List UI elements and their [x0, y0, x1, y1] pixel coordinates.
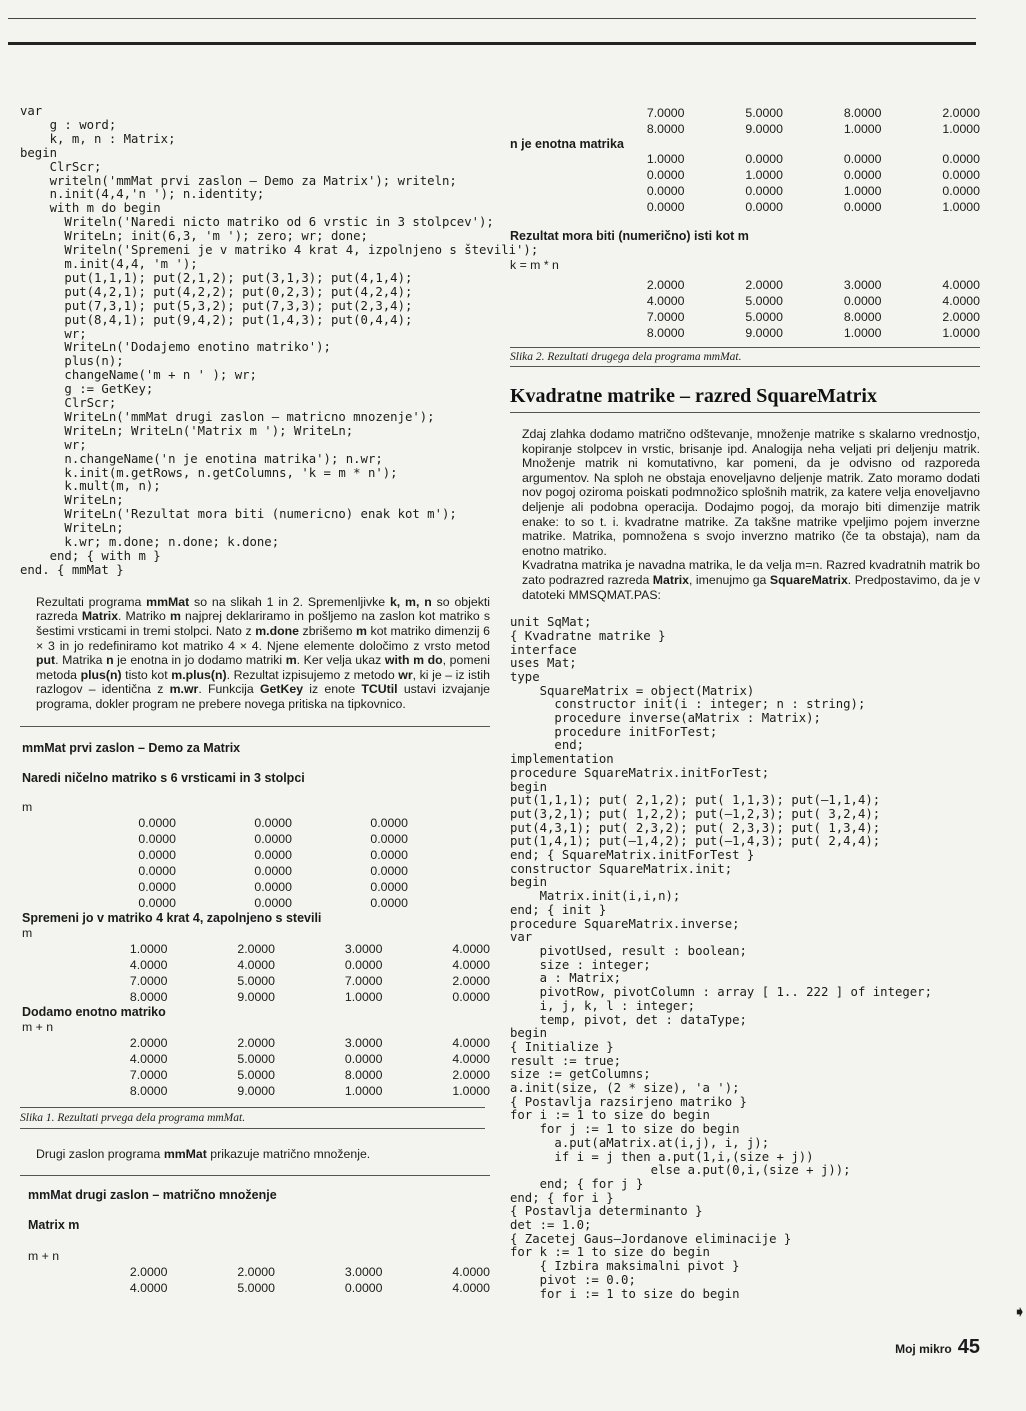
matrix-cell: 1.0000 [942, 122, 980, 136]
matrix-m-plus-n [20, 1035, 490, 1099]
code-line: constructor SquareMatrix.init; [510, 861, 733, 876]
code-line: for j := 1 to size do begin [510, 1122, 740, 1137]
code-line: begin [20, 145, 58, 160]
code-line: var [20, 104, 43, 118]
matrix-cell: 5.0000 [237, 1067, 275, 1082]
code-line: procedure SquareMatrix.inverse; [510, 916, 740, 931]
matrix-cell: 8.0000 [646, 326, 685, 340]
emphasis: Matrix [81, 609, 119, 624]
matrix-cell: 0.0000 [843, 200, 882, 214]
matrix-cell: 0.0000 [370, 815, 408, 830]
matrix-cell: 2.0000 [646, 278, 685, 292]
emphasis: mmMat [163, 1146, 207, 1161]
matrix-row [60, 815, 490, 831]
emphasis: m [170, 609, 181, 624]
code-line: { Postavlja razsirjeno matriko } [510, 1094, 747, 1109]
code-line: wr; [20, 326, 87, 341]
code-line: constructor init(i : integer; n : string); [510, 697, 866, 712]
matrix-cell: 0.0000 [745, 152, 783, 166]
matrix-cell: 9.0000 [745, 326, 783, 340]
matrix-label-m: m [22, 799, 33, 814]
code-line: pivotUsed, result : boolean; [510, 944, 747, 958]
code-line: SquareMatrix = object(Matrix) [510, 683, 755, 698]
code-line: { Initialize } [510, 1039, 614, 1054]
matrix-cell: 2.0000 [745, 278, 783, 292]
matrix-cell: 4.0000 [452, 957, 490, 972]
matrix-cell: 1.0000 [942, 200, 980, 214]
emphasis: GetKey [259, 682, 304, 697]
caption-rule-2b [510, 366, 980, 367]
heading-rule [510, 412, 980, 413]
code-line: put(1,4,1); put(–1,4,2); put(–1,4,3); put( 2,4,4); [510, 834, 881, 849]
code-line: with m do begin [20, 201, 161, 216]
matrix-cell: 0.0000 [843, 168, 882, 182]
figure-1-title: mmMat prvi zaslon – Demo za Matrix [22, 740, 241, 755]
code-line: put(8,4,1); put(9,4,2); put(1,4,3); put(0,4,4); [20, 312, 413, 327]
code-line: var [510, 930, 533, 945]
code-line: det := 1.0; [510, 1218, 592, 1233]
matrix-cell: 8.0000 [129, 989, 168, 1004]
matrix-cell: 0.0000 [452, 989, 490, 1004]
code-line: put(1,1,1); put(2,1,2); put(3,1,3); put(4,1,4); [20, 270, 413, 285]
matrix-cell: 1.0000 [646, 152, 685, 166]
code-line: begin [510, 1026, 548, 1041]
matrix-row [586, 167, 980, 183]
figure-2-caption: Slika 2. Rezultati drugega dela programa mmMat. [510, 351, 742, 363]
code-line: ClrScr; [20, 396, 117, 411]
matrix-row [60, 1264, 490, 1280]
square-matrix-paragraph-2: Kvadratna matrika je navadna matrika, le da velja m=n. Razred kvadratnih matrik bo zato podrazred razreda Matrix, imenujmo ga SquareMatrix. Predpostavimo, da je v datoteki MMSQMAT.PAS: [522, 558, 980, 602]
matrix-cell: 0.0000 [254, 847, 292, 862]
matrix-cell: 0.0000 [370, 847, 408, 862]
figure-2-title: mmMat drugi zaslon – matrično množenje [28, 1188, 277, 1203]
code-line: ClrScr; [20, 159, 102, 174]
matrix-cell: 1.0000 [452, 1083, 490, 1098]
matrix-cell: 8.0000 [129, 1083, 168, 1098]
matrix-row [586, 277, 980, 293]
zero-matrix [20, 815, 490, 911]
matrix-cell: 4.0000 [452, 1051, 490, 1066]
code-line: end. { mmMat } [20, 562, 124, 577]
code-line: end; { SquareMatrix.initForTest } [510, 848, 755, 863]
matrix-cell: 8.0000 [843, 310, 882, 324]
code-line: put(3,2,1); put( 1,2,2); put(–1,2,3); put( 3,2,4); [510, 806, 881, 821]
matrix-cell: 4.0000 [942, 294, 980, 308]
matrix-cell: 8.0000 [646, 122, 685, 136]
code-line: put(1,1,1); put( 2,1,2); put( 1,1,3); put(–1,1,4); [510, 793, 881, 808]
caption-rule-bottom [20, 1128, 485, 1129]
matrix-cell: 7.0000 [129, 973, 168, 988]
matrix-row [60, 1035, 490, 1051]
code-line: size := getColumns; [510, 1067, 651, 1082]
emphasis: Matrix [652, 572, 689, 587]
matrix-row [60, 1083, 490, 1099]
caption-rule-2 [510, 347, 980, 348]
matrix-cell: 5.0000 [745, 310, 783, 324]
matrix-row [60, 847, 490, 863]
n-label: n je enotna matrika [510, 137, 624, 151]
code-line: WriteLn; init(6,3, 'm '); zero; wr; done; [20, 229, 368, 244]
matrix-label-mn: m + n [22, 1019, 54, 1034]
matrix-row [586, 293, 980, 309]
matrix-cell: 1.0000 [745, 168, 783, 182]
code-line: WriteLn('Rezultat mora biti (numericno) enak kot m'); [20, 507, 457, 522]
code-line: size : integer; [510, 957, 651, 972]
matrix-cell: 0.0000 [254, 879, 292, 894]
code-line: Writeln('Naredi nicto matriko od 6 vrstic in 3 stolpcev'); [20, 215, 494, 230]
code-line: end; { init } [510, 902, 607, 917]
code-line: WriteLn; [20, 493, 124, 508]
code-line: k.init(m.getRows, n.getColumns, 'k = m * n'); [20, 465, 398, 480]
matrix-cell: 0.0000 [138, 879, 176, 894]
matrix-k [586, 277, 980, 341]
matrix-continuation [586, 105, 980, 137]
code-line: end; [510, 738, 585, 753]
matrix-cell: 4.0000 [452, 1035, 490, 1050]
matrix-cell: 1.0000 [344, 989, 383, 1004]
code-line: WriteLn; [20, 521, 124, 536]
matrix-cell: 4.0000 [129, 957, 168, 972]
top-thick-rule [8, 42, 976, 45]
matrix-cell: 0.0000 [942, 184, 980, 198]
matrix-cell: 3.0000 [344, 941, 383, 956]
matrix-cell: 0.0000 [843, 294, 882, 308]
matrix-row [60, 1067, 490, 1083]
figure-1 [20, 741, 490, 1099]
magazine-name: Moj mikro [895, 1342, 952, 1356]
matrix-row [60, 863, 490, 879]
k-label: k = m * n [510, 258, 559, 272]
matrix-cell: 0.0000 [344, 1051, 383, 1066]
code-line: end; { with m } [20, 549, 161, 563]
matrix-cell: 4.0000 [452, 1265, 490, 1280]
code-line: { Izbira maksimalni pivot } [510, 1259, 740, 1274]
code-line: k, m, n : Matrix; [20, 131, 176, 146]
matrix-cell: 2.0000 [452, 1067, 490, 1082]
matrix-cell: 8.0000 [843, 106, 882, 120]
matrix-row [60, 1280, 490, 1296]
matrix-cell: 0.0000 [138, 895, 176, 910]
page-footer [895, 1336, 980, 1359]
figure-1-caption: Slika 1. Rezultati prvega dela programa mmMat. [20, 1111, 246, 1124]
matrix-cell: 4.0000 [942, 278, 980, 292]
code-line: for i := 1 to size do begin [510, 1108, 710, 1123]
code-line: k.wr; m.done; n.done; k.done; [20, 535, 280, 550]
matrix-cell: 0.0000 [254, 895, 292, 910]
matrix-cell: 9.0000 [237, 1083, 275, 1098]
matrix-cell: 7.0000 [129, 1067, 168, 1082]
matrix-cell: 2.0000 [237, 1035, 275, 1050]
code-line: a.put(aMatrix.at(i,j), i, j); [510, 1135, 770, 1150]
code-line: implementation [510, 752, 614, 767]
matrix-cell: 3.0000 [344, 1265, 383, 1280]
matrix-cell: 1.0000 [344, 1083, 383, 1098]
matrix-row [60, 989, 490, 1005]
matrix-cell: 0.0000 [370, 863, 408, 878]
matrix-cell: 4.0000 [452, 1281, 490, 1296]
figure-1-step3: Dodamo enotno matriko [22, 1004, 166, 1019]
matrix-cell: 5.0000 [237, 1051, 275, 1066]
matrix-cell: 0.0000 [344, 957, 383, 972]
section-heading: Kvadratne matrike – razred SquareMatrix [510, 385, 877, 407]
code-line: WriteLn; WriteLn('Matrix m '); WriteLn; [20, 423, 354, 438]
matrix-row [586, 121, 980, 137]
matrix-row [586, 105, 980, 121]
figure-2-part1 [20, 1188, 490, 1296]
emphasis: SquareMatrix [769, 572, 848, 587]
code-line: writeln('mmMat prvi zaslon – Demo za Matrix'); writeln; [20, 173, 457, 188]
matrix-cell: 2.0000 [942, 106, 980, 120]
code-line: changeName('m + n ' ); wr; [20, 368, 257, 383]
matrix-cell: 0.0000 [138, 863, 176, 878]
code-line: end; { for j } [510, 1176, 644, 1191]
matrix-row [586, 199, 980, 215]
code-line: end; { for i } [510, 1190, 614, 1205]
figure-1-step2: Spremeni jo v matriko 4 krat 4, zapolnjeno s stevili [22, 910, 322, 925]
matrix-cell: 4.0000 [129, 1051, 168, 1066]
matrix-cell: 2.0000 [129, 1265, 168, 1280]
matrix-cell: 4.0000 [452, 941, 490, 956]
code-line: procedure inverse(aMatrix : Matrix); [510, 711, 821, 726]
matrix-cell: 0.0000 [745, 200, 783, 214]
matrix-row [60, 941, 490, 957]
matrix-cell: 0.0000 [942, 168, 980, 182]
code-line: Writeln('Spremeni je v matriko 4 krat 4, izpolnjeno s števili'); [20, 243, 539, 258]
divider [20, 726, 490, 727]
matrix-row [586, 309, 980, 325]
emphasis: k, m, n [389, 594, 432, 609]
matrix-cell: 1.0000 [129, 941, 168, 956]
code-line: pivot := 0.0; [510, 1272, 636, 1287]
matrix-row [60, 957, 490, 973]
matrix-cell: 0.0000 [254, 831, 292, 846]
top-rule [8, 18, 976, 19]
matrix-cell: 0.0000 [370, 895, 408, 910]
matrix-cell: 0.0000 [646, 200, 685, 214]
emphasis: with m do [384, 653, 443, 668]
code-line: temp, pivot, det : dataType; [510, 1012, 747, 1027]
emphasis: n [106, 653, 114, 668]
code-line: i, j, k, l : integer; [510, 998, 696, 1013]
matrix-cell: 4.0000 [237, 957, 275, 972]
matrix-cell: 5.0000 [745, 106, 783, 120]
matrix-cell: 1.0000 [942, 326, 980, 340]
code-line: a : Matrix; [510, 971, 622, 986]
code-line: a.init(size, (2 * size), 'a '); [510, 1081, 740, 1096]
code-line: procedure SquareMatrix.initForTest; [510, 765, 770, 780]
matrix-cell: 2.0000 [942, 310, 980, 324]
emphasis: mmMat [146, 594, 190, 609]
matrix-cell: 2.0000 [452, 973, 490, 988]
code-line: g := GetKey; [20, 382, 154, 397]
emphasis: m [285, 653, 297, 668]
code-line: begin [510, 875, 548, 890]
code-line: unit SqMat; [510, 615, 592, 630]
second-screen-paragraph: Drugi zaslon programa mmMat prikazuje matrično množenje. [36, 1146, 371, 1161]
code-line: { Zacetej Gaus–Jordanove eliminacije } [510, 1231, 792, 1246]
code-line: Matrix.init(i,i,n); [510, 889, 681, 904]
code-line: put(7,3,1); put(5,3,2); put(7,3,3); put(2,3,4); [20, 298, 413, 313]
matrix-cell: 8.0000 [344, 1067, 383, 1082]
matrix-cell: 0.0000 [843, 152, 882, 166]
matrix-cell: 0.0000 [370, 831, 408, 846]
matrix-cell: 0.0000 [138, 815, 176, 830]
matrix-m [20, 941, 490, 1005]
code-line: { Kvadratne matrike } [510, 628, 666, 643]
pascal-listing-main [20, 104, 539, 578]
code-line: begin [510, 779, 548, 794]
matrix-cell: 3.0000 [344, 1035, 383, 1050]
emphasis: TCUtil [361, 682, 398, 697]
emphasis: m.done [255, 624, 299, 638]
matrix-cell: 0.0000 [138, 847, 176, 862]
matrix-cell: 2.0000 [129, 1035, 168, 1050]
matrix-cell: 7.0000 [646, 310, 685, 324]
code-line: { Postavlja determinanto } [510, 1204, 703, 1219]
matrix-row [586, 325, 980, 341]
matrix-cell: 5.0000 [237, 1281, 275, 1296]
matrix-cell: 0.0000 [370, 879, 408, 894]
matrix-row [60, 831, 490, 847]
code-line: uses Mat; [510, 656, 577, 671]
mn-label: m + n [28, 1249, 60, 1264]
code-line: WriteLn('Dodajemo enotino matriko'); [20, 340, 331, 355]
caption-rule [20, 1107, 485, 1108]
matrix-cell: 4.0000 [646, 294, 685, 308]
matrix-row [60, 1051, 490, 1067]
matrix-cell: 7.0000 [646, 106, 685, 120]
square-matrix-paragraph: Zdaj zlahka dodamo matrično odštevanje, množenje matrike s skalarno vrednostjo, kopiranje stolpcev in vrstic, brisanje ipd. Analogija neha veljati pri deljenju matrik. Množenje matrik ni komutativno, kar pomeni, da je odvisno od razporeda argumentov. Na sploh ne obstaja enoveljavno deljenje matrik. Zato moramo dodati nov pogoj oziroma poiskati podmnožico splošnih matrik, za katere velja enoveljavno deljenje ali podobna operacija. Dodajmo pogoj, da morajo biti dimenzije matrik enake: to so t. i. kvadratne matrike. Za takšne matrike vpeljimo pojem inverzne matrike. Matrika, pomnožena s svojo inverzno matriko (če ta obstaja), nam da enotno matriko. [522, 427, 980, 558]
code-line: g : word; [20, 117, 117, 132]
matrix-cell: 4.0000 [129, 1281, 168, 1296]
code-line: result := true; [510, 1053, 622, 1068]
code-line: for i := 1 to size do begin [510, 1286, 740, 1301]
continue-arrow-icon: ➧ [1013, 1304, 1026, 1321]
matrix-cell: 1.0000 [843, 326, 882, 340]
pascal-listing-sqmat [510, 616, 980, 1301]
figure-1-step1: Naredi ničelno matriko s 6 vrsticami in 3 stolpci [22, 770, 305, 785]
matrix-cell: 9.0000 [237, 989, 275, 1004]
code-line: for k := 1 to size do begin [510, 1245, 710, 1260]
emphasis: m.plus(n) [171, 667, 227, 682]
matrix-m-label: Matrix m [28, 1218, 80, 1233]
code-line: wr; [20, 437, 87, 452]
matrix-row [586, 151, 980, 167]
matrix-cell: 0.0000 [138, 831, 176, 846]
code-line: n.changeName('n je enotina matrika'); n.wr; [20, 451, 383, 466]
matrix-cell: 0.0000 [344, 1281, 383, 1296]
code-line: m.init(4,4, 'm '); [20, 256, 198, 271]
matrix-cell: 0.0000 [745, 184, 783, 198]
code-line: put(4,3,1); put( 2,3,2); put( 2,3,3); put( 1,3,4); [510, 820, 881, 835]
right-column [510, 105, 980, 1301]
emphasis: m.wr [169, 682, 199, 697]
code-line: pivotRow, pivotColumn : array [ 1.. 222 ] of integer; [510, 985, 932, 1000]
matrix-cell: 0.0000 [254, 863, 292, 878]
code-line: type [510, 669, 540, 684]
matrix-label-m2: m [22, 925, 33, 940]
matrix-row [60, 879, 490, 895]
matrix-cell: 5.0000 [237, 973, 275, 988]
code-line: WriteLn('mmMat drugi zaslon – matricno mnozenje'); [20, 409, 435, 424]
emphasis: plus(n) [80, 667, 122, 682]
code-line: n.init(4,4,'n '); n.identity; [20, 187, 265, 202]
explanation-paragraph: Rezultati programa mmMat so na slikah 1 in 2. Spremenljivke k, m, n so objekti razreda Matrix. Matriko m najprej deklariramo in pošljemo na zaslon kot matriko s šestimi vrsticami in tremi stolpci. Nato z m.done zbrišemo m kot matriko dimenzij 6 × 3 in jo redefiniramo kot matriko 4 × 4. Njene elemente določimo z vrsto metod put. Matrika n je enotna in jo dodamo matriki m. Ker velja ukaz with m do, pomeni metoda plus(n) tisto kot m.plus(n). Rezultat izpisujemo z metodo wr, ki je – iz istih razlogov – identična z m.wr. Funkcija GetKey iz enote TCUtil ustavi izvajanje programa, dokler program ne prebere novega pritiska na tipkovnico. [36, 594, 491, 711]
matrix-cell: 9.0000 [745, 122, 783, 136]
result-label: Rezultat mora biti (numerično) isti kot m [510, 229, 749, 243]
matrix-cell: 1.0000 [843, 122, 882, 136]
code-line: procedure initForTest; [510, 724, 718, 739]
page-number: 45 [957, 1336, 980, 1358]
matrix-cell: 0.0000 [254, 815, 292, 830]
code-line: else a.put(0,i,(size + j)); [510, 1163, 851, 1178]
code-line: if i = j then a.put(1,i,(size + j)) [510, 1149, 814, 1164]
matrix-cell: 5.0000 [745, 294, 783, 308]
matrix-row [586, 183, 980, 199]
matrix-cell: 1.0000 [843, 184, 882, 198]
emphasis: m [356, 624, 367, 638]
code-line: plus(n); [20, 354, 124, 369]
emphasis: wr [398, 667, 413, 682]
code-line: interface [510, 642, 577, 657]
code-line: put(4,2,1); put(4,2,2); put(0,2,3); put(4,2,4); [20, 284, 413, 299]
matrix-cell: 0.0000 [646, 168, 685, 182]
matrix-cell: 0.0000 [942, 152, 980, 166]
divider-2 [20, 1175, 490, 1176]
matrix-cell: 7.0000 [344, 973, 383, 988]
matrix-cell: 2.0000 [237, 941, 275, 956]
emphasis: put [36, 653, 56, 668]
code-line: k.mult(m, n); [20, 479, 161, 494]
matrix-cell: 3.0000 [843, 278, 882, 292]
matrix-m-plus-n-2 [20, 1264, 490, 1296]
identity-matrix-n [586, 151, 980, 215]
matrix-row [60, 973, 490, 989]
matrix-cell: 2.0000 [237, 1265, 275, 1280]
matrix-cell: 0.0000 [646, 184, 685, 198]
matrix-row [60, 895, 490, 911]
